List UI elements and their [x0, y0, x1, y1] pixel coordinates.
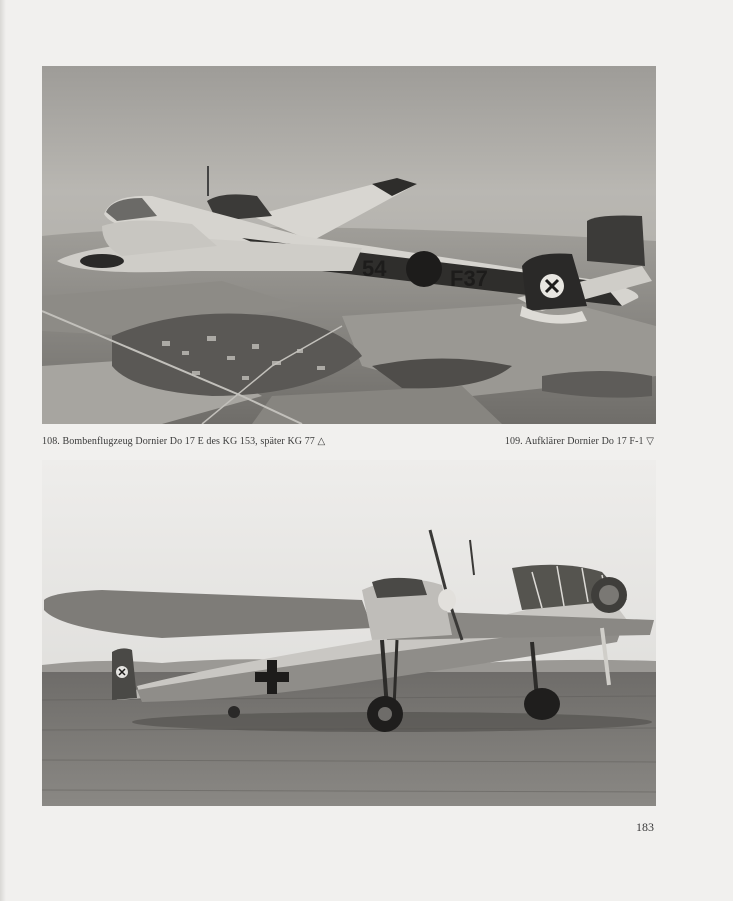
photo-bottom-drawing: [42, 460, 656, 806]
fuselage-code-right: F37: [450, 266, 488, 291]
page-edge: [0, 0, 6, 901]
photo-do17f1-on-ground: [42, 460, 656, 806]
fuselage-code-left: 54: [362, 256, 387, 281]
caption-figure-108: 108. Bombenflugzeug Dornier Do 17 E des KG 153, später KG 77 △: [42, 436, 326, 447]
photo-do17e-in-flight: [42, 66, 656, 424]
photo-top-drawing: [42, 66, 656, 424]
page-number: 183: [636, 820, 654, 834]
caption-figure-109: 109. Aufklärer Dornier Do 17 F-1 ▽: [504, 436, 654, 447]
